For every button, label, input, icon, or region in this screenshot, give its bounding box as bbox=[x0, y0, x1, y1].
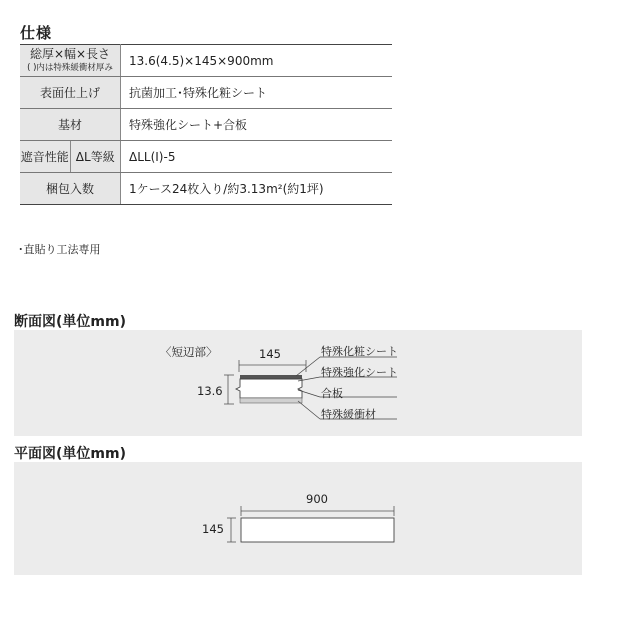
spec-value: ΔLL(I)-5 bbox=[121, 141, 393, 173]
plan-width-label: 145 bbox=[202, 522, 224, 536]
spec-label: 遮音性能 bbox=[20, 150, 69, 164]
spec-label: 表面仕上げ bbox=[20, 77, 121, 109]
plan-title: 平面図(単位mm) bbox=[14, 446, 126, 462]
spec-label: 梱包入数 bbox=[20, 173, 121, 205]
spec-label: 総厚×幅×長さ bbox=[29, 46, 111, 61]
spec-label: 基材 bbox=[20, 109, 121, 141]
plan-length-label: 900 bbox=[306, 492, 328, 506]
spec-title: 仕様 bbox=[20, 24, 53, 42]
section-thickness-label: 13.6 bbox=[197, 384, 223, 398]
legend-item: 特殊強化シート bbox=[321, 366, 398, 379]
legend-item: 特殊化粧シート bbox=[321, 345, 398, 358]
spec-value: 特殊強化シート+合板 bbox=[121, 109, 393, 141]
legend-item: 特殊緩衝材 bbox=[321, 408, 376, 421]
section-width-label: 145 bbox=[259, 347, 281, 361]
section-subtitle: 〈短辺部〉 bbox=[160, 345, 218, 359]
legend-item: 合板 bbox=[321, 387, 343, 400]
spec-value: 1ケース24枚入り/約3.13m²(約1坪) bbox=[121, 173, 393, 205]
spec-value: 抗菌加工･特殊化粧シート bbox=[121, 77, 393, 109]
spec-sublabel: ( )内は特殊緩衝材厚み bbox=[27, 62, 113, 73]
spec-label: ΔL等級 bbox=[75, 150, 115, 164]
spec-value: 13.6(4.5)×145×900mm bbox=[121, 45, 393, 77]
section-title: 断面図(単位mm) bbox=[14, 314, 126, 330]
note: ･直貼り工法専用 bbox=[18, 243, 101, 256]
